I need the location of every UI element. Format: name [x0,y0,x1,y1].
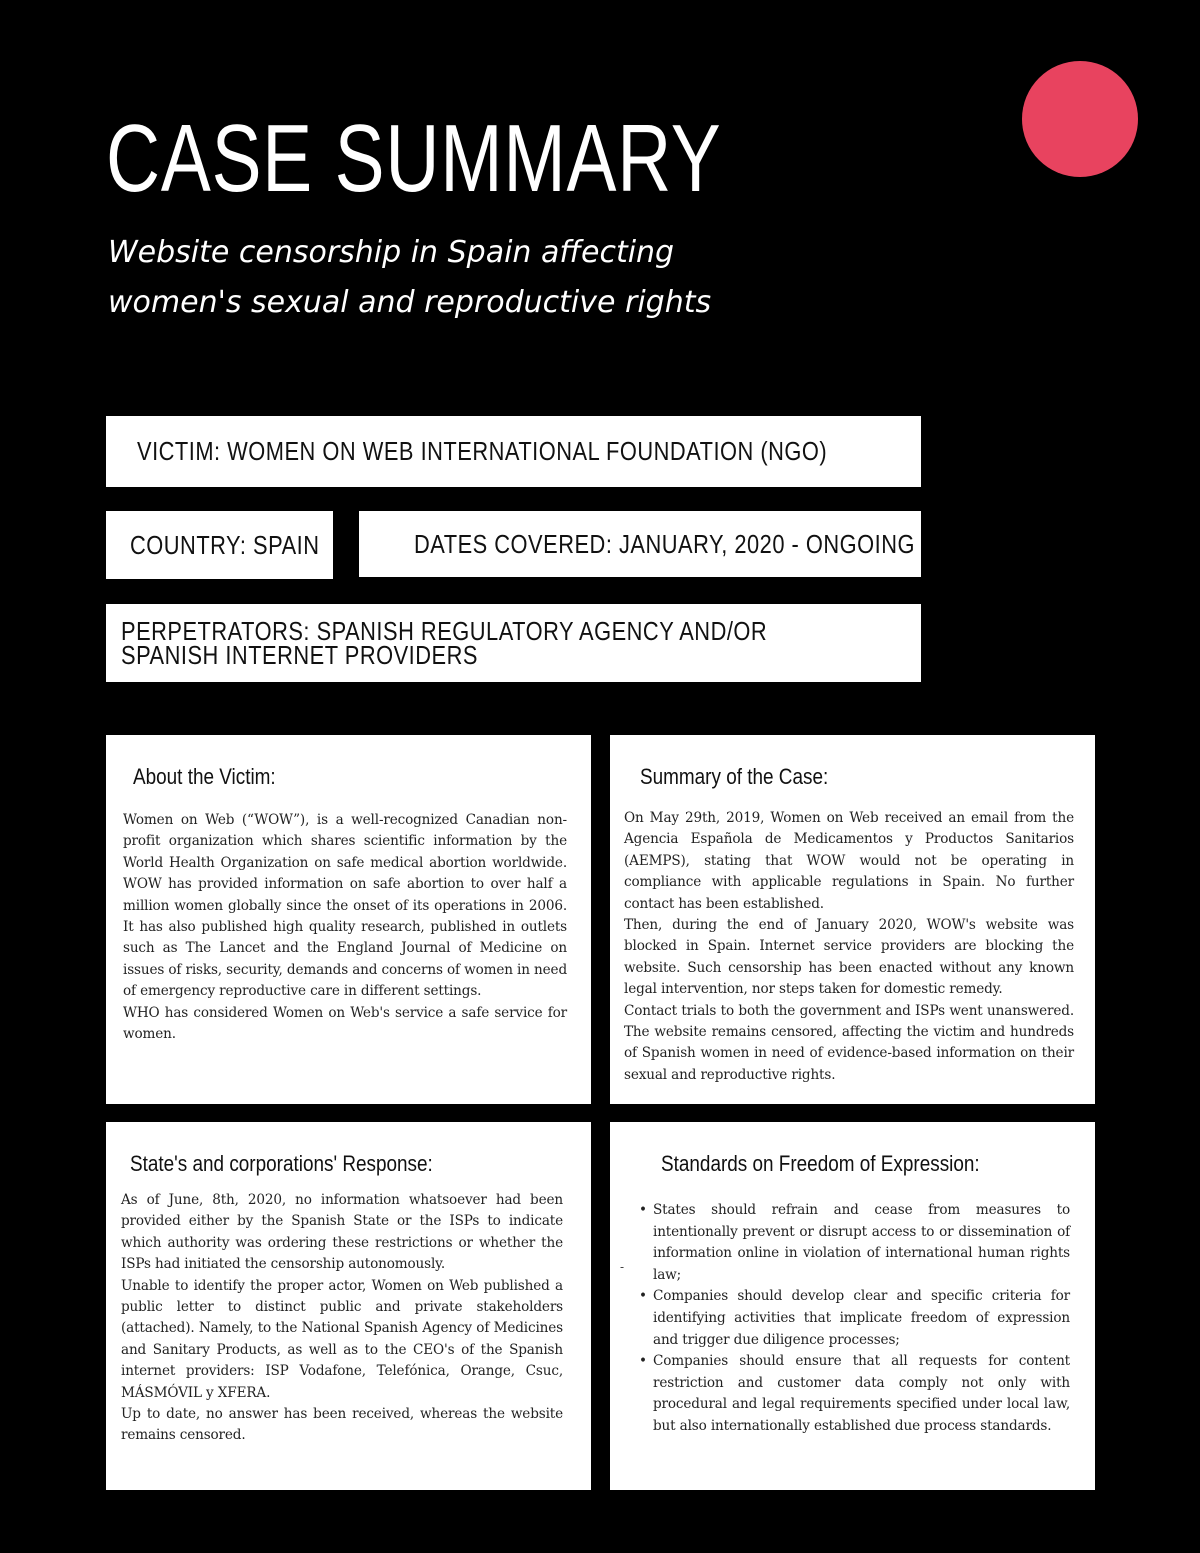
victim-bar [106,416,921,487]
standards-body [639,1200,1070,1438]
victim-card [106,735,591,1104]
case-paragraph: On May 29th, 2019, Women on Web received an email from the Agencia Española de Medicamentos y Productos Sanitarios (AEMPS), stating that WOW would not be operating in compliance with applicable regulations in Spain. No further contact has been established. [624,810,1074,912]
perpetrators-bar [106,604,921,682]
case-paragraph: Contact trials to both the government and ISPs went unanswered. The website remains censored, affecting the victim and hundreds of Spanish women in need of evidence-based information on their sexual and reproductive rights. [624,1002,1074,1083]
standards-card [610,1122,1095,1490]
standards-bullet: • States should refrain and cease from measures to intentionally prevent or disrupt access to or dissemination of information online in violation of international human rights law; [639,1200,1070,1286]
standards-bullet: • Companies should ensure that all requests for content restriction and customer data comply not only with procedural and legal requirements specified under local law, but also internationally established due process standards. [639,1351,1070,1437]
stray-dash: - [620,1260,625,1274]
response-body [121,1190,563,1447]
case-paragraph: Then, during the end of January 2020, WOW's website was blocked in Spain. Internet service providers are blocking the website. Such censorship has been enacted without any known legal intervention, nor steps taken for domestic remedy. [624,917,1074,998]
accent-circle [1022,61,1138,177]
country-bar [106,511,333,579]
dates-bar [359,511,921,577]
page-subtitle: Website censorship in Spain affecting women's sexual and reproductive rights [108,235,712,320]
standards-bullet: • Companies should develop clear and specific criteria for identifying activities that implicate freedom of expression and trigger due diligence processes; [639,1286,1070,1351]
standards-heading: Standards on Freedom of Expression: [661,1151,980,1176]
victim-paragraph: WHO has considered Women on Web's service a safe service for women. [123,1004,567,1043]
case-heading: Summary of the Case: [640,764,829,789]
country-label: COUNTRY: SPAIN [130,529,320,560]
standards-list [639,1200,1070,1438]
response-heading: State's and corporations' Response: [130,1151,433,1176]
response-paragraph: Up to date, no answer has been received, whereas the website remains censored. [121,1406,563,1444]
victim-heading: About the Victim: [133,764,276,789]
victim-label: VICTIM: WOMEN ON WEB INTERNATIONAL FOUNDATION (NGO) [137,436,828,466]
response-paragraph: As of June, 8th, 2020, no information whatsoever had been provided either by the Spanish State or the ISPs to indicate which authority was ordering these restrictions or whether the ISPs had initiated the censorship autonomously. [121,1192,563,1273]
dates-label: DATES COVERED: JANUARY, 2020 - ONGOING [414,528,915,559]
response-paragraph: Unable to identify the proper actor, Women on Web published a public letter to distinct public and private stakeholders (attached). Namely, to the National Spanish Agency of Medicines and Sanitary Products, as well as to the CEO's of the Spanish internet providers: ISP Vodafone, Telefónica, Orange, Csuc, MÁSMÓVIL y XFERA. [121,1277,563,1401]
response-card [106,1122,591,1490]
case-body [624,808,1074,1086]
perpetrators-label: PERPETRATORS: SPANISH REGULATORY AGENCY AND/OR SPANISH INTERNET PROVIDERS [121,616,768,670]
page-title: CASE SUMMARY [106,105,722,212]
victim-paragraph: Women on Web (“WOW”), is a well-recognized Canadian non-profit organization which shares scientific information by the World Health Organization on safe medical abortion worldwide. WOW has provided information on safe abortion to over half a million women globally since the onset of its operations in 2006. It has also published high quality research, published in outlets such as The Lancet and the England Journal of Medicine on issues of risks, security, demands and concerns of women in need of emergency reproductive care in different settings. [123,812,567,1000]
victim-body [123,810,567,1045]
case-card [610,735,1095,1104]
